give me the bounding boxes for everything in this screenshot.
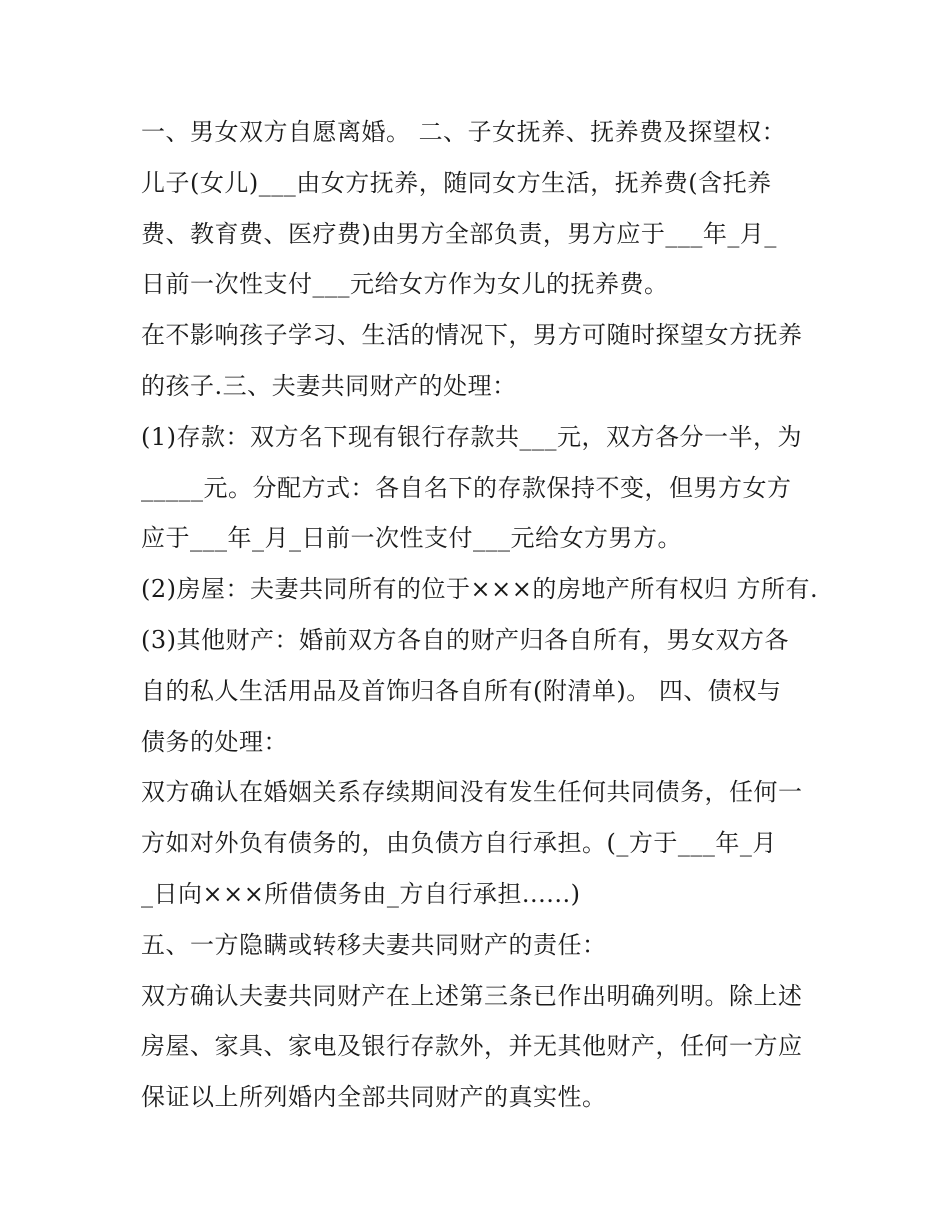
text-line: 费、教育费、医疗费)由男方全部负责，男方应于___年_月_ bbox=[141, 219, 777, 248]
text-line: _日向×××所借债务由_方自行承担......) bbox=[141, 879, 581, 908]
text-line: (2)房屋：夫妻共同所有的位于×××的房地产所有权归 方所有. bbox=[141, 575, 819, 604]
text-line: (1)存款：双方名下现有银行存款共___元，双方各分一半，为 bbox=[141, 422, 802, 451]
text-line: (3)其他财产：婚前双方各自的财产归各自所有，男女双方各 bbox=[141, 625, 789, 654]
text-line: 五、一方隐瞒或转移夫妻共同财产的责任： bbox=[141, 930, 607, 959]
text-line: 应于___年_月_日前一次性支付___元给女方男方。 bbox=[141, 524, 682, 553]
document-body bbox=[141, 107, 821, 1123]
text-line: 儿子(女儿)___由女方抚养，随同女方生活，抚养费(含托养 bbox=[141, 168, 772, 197]
text-line: 自的私人生活用品及首饰归各自所有(附清单)。 四、债权与 bbox=[141, 676, 782, 705]
text-line: 双方确认夫妻共同财产在上述第三条已作出明确列明。除上述 bbox=[141, 981, 803, 1010]
text-line: 房屋、家具、家电及银行存款外，并无其他财产，任何一方应 bbox=[141, 1032, 803, 1061]
text-line: 保证以上所列婚内全部共同财产的真实性。 bbox=[141, 1083, 607, 1112]
text-line: 日前一次性支付___元给女方作为女儿的抚养费。 bbox=[141, 270, 669, 299]
text-line: 一、男女双方自愿离婚。 二、子女抚养、抚养费及探望权： bbox=[141, 118, 787, 146]
text-line: 债务的处理： bbox=[141, 727, 288, 756]
text-line: 在不影响孩子学习、生活的情况下，男方可随时探望女方抚养 bbox=[141, 321, 803, 350]
text-line: 双方确认在婚姻关系存续期间没有发生任何共同债务，任何一 bbox=[141, 778, 803, 807]
text-line: 的孩子.三、夫妻共同财产的处理： bbox=[141, 371, 517, 400]
text-line: 方如对外负有债务的，由负债方自行承担。(_方于___年_月 bbox=[141, 829, 777, 858]
text-line: _____元。分配方式：各自名下的存款保持不变，但男方女方 bbox=[141, 473, 792, 502]
